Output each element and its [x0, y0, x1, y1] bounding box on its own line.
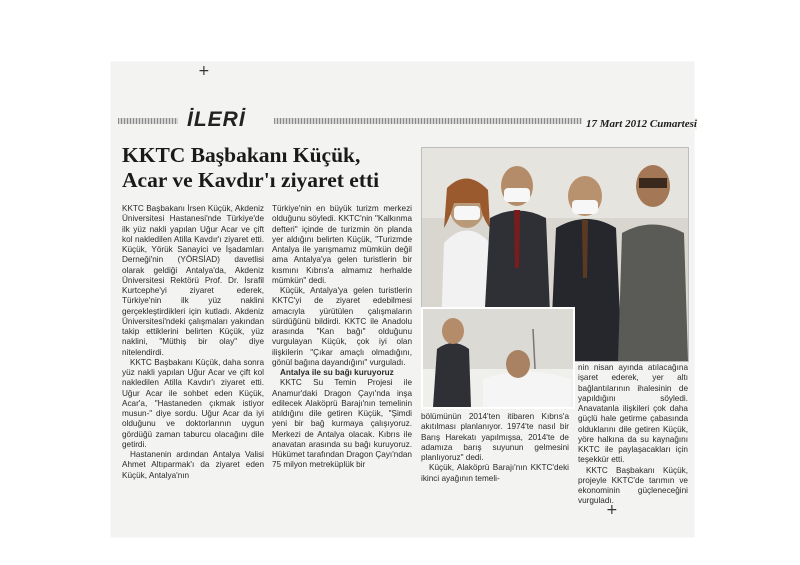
- article-headline: [122, 143, 422, 193]
- newspaper-logo: İLERİ: [187, 108, 246, 131]
- paragraph: KKTC Başbakanı Küçük, daha sonra yüz nakli yapılan Uğur Acar ve çift kol nakledilen Atilla Kavdır'ı ziyaret etti. Uğur Acar ile sohbet eden Küçük, Acar'a, "Hastaneden çıkmak istiyor musun-" diye sordu. Uğur Acar da iyi olduğunu ve doktorlarının uygun gördüğü zaman taburcu olacağını dile getirdi.: [122, 357, 264, 449]
- paragraph: Küçük, Antalya'ya gelen turistlerin KKTC'yi de ziyaret edebilmesi amacıyla yürütülen çalışmaların sürdüğünü bildirdi. KKTC ile Anadolu arasında "Kan bağı" olduğunu vurgulayan Küçük, çok iyi olan ilişkilerin "Çıkar amaçlı olmadığını, gönül bağına dayandığını" vurguladı.: [272, 286, 412, 367]
- article-column-3: [421, 412, 569, 484]
- inset-photo: [421, 307, 575, 409]
- article-column-4: [578, 363, 688, 507]
- paragraph: Küçük, Alaköprü Barajı'nın KKTC'deki ikinci ayağının temeli-: [421, 463, 569, 483]
- headline-line-1: KKTC Başbakanı Küçük,: [122, 143, 361, 167]
- paragraph: Hastanenin ardından Antalya Valisi Ahmet Altıparmak'ı da ziyaret eden Küçük, Antalya'nın: [122, 450, 264, 480]
- paragraph: nin nisan ayında atılacağına işaret ederek, yer altı bağlantılarının ihalesinin de yapıldığını söyledi. Anavatanla ilişkileri çok daha güçlü hale getirme çabasında olduklarını dile getiren Küçük, yöre halkına da su kaynağını KKTC ile paylaşacakları için teşekkür etti.: [578, 363, 688, 465]
- paragraph: KKTC Başbakanı İrsen Küçük, Akdeniz Üniversitesi Hastanesi'nde Türkiye'de ilk yüz nakli yapılan Uğur Acar ve çift kol nakledilen Atilla Kavdır'ı ziyaret etti. Küçük, Yörük Sanayici ve İşadamları Derneği'nin (YÖRSİAD) davetlisi olarak geldiği Antalya'da, Akdeniz Üniversitesi Rektörü Prof. Dr. İsrafil Kurtcephe'yi ziyaret ederek, Türkiye'nin ilk yüz naklini gerçekleştirdikleri için kutladı. Akdeniz Üniversitesi'ndeki çalışmaları yakından takip ettiklerini belirten Küçük, yüz naklini, "Müthiş bir olay" diye nitelendirdi.: [122, 204, 264, 357]
- headline-line-2: Acar ve Kavdır'ı ziyaret etti: [122, 168, 380, 192]
- paragraph: KKTC Başbakanı Küçük, projeyle KKTC'de tarımın ve ekonominin güçleneceğini vurguladı.: [578, 465, 688, 506]
- paragraph: Türkiye'nin en büyük turizm merkezi olduğunu söyledi. KKTC'nin "Kalkınma defteri" içinde de turizmin ön planda yer aldığını belirten Küçük, "Turizmde Antalya ile yarışmamız mümkün değil ama Antalya'ya gelen turistlerin bir kısmını Kıbrıs'a almamız herhalde mümkün" dedi.: [272, 204, 412, 285]
- issue-date: 17 Mart 2012 Cumartesi: [582, 118, 697, 130]
- subheading: Antalya ile su bağı kuruyoruz: [280, 368, 394, 377]
- paragraph: bölümünün 2014'ten itibaren Kıbrıs'a akıtılması planlanıyor. 1974'te nasıl bir Barış Harekatı yapılmışsa, 2014'te de adamıza barış suyunun gelmesini planlıyoruz" dedi.: [421, 412, 569, 462]
- registration-mark-bottom: +: [606, 502, 618, 518]
- article-column-2: [272, 204, 412, 471]
- article-column-1: [122, 204, 264, 481]
- registration-mark-top: +: [198, 63, 210, 79]
- paragraph: KKTC Su Temin Projesi ile Anamur'daki Dragon Çayı'nda inşa edilecek Alaköprü Barajı'nın temelinin atıldığını dile getiren Küçük, "Şimdi yeni bir bağ kurmaya çalışıyoruz. Merkezi de Antalya olacak. Kıbrıs ile anavatan arasında su bağı kuruyoruz. Hükümet tarafından Dragon Çayı'ndan 75 milyon metreküplük bir: [272, 378, 412, 470]
